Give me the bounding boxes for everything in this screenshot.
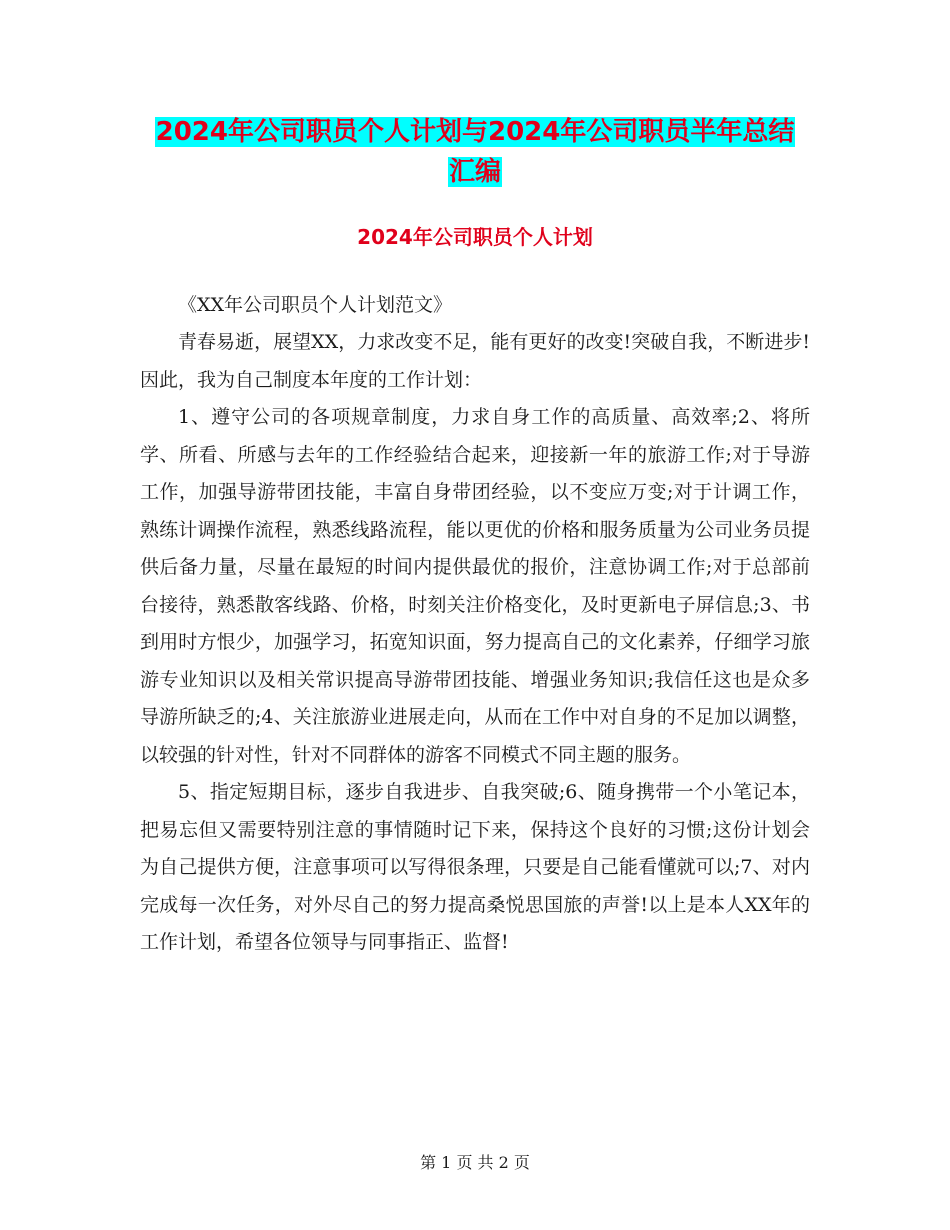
document-title-line-1: 2024年公司职员个人计划与2024年公司职员半年总结 [155, 117, 795, 147]
section-heading: 2024年公司职员个人计划 [357, 225, 593, 249]
paragraph: 《XX年公司职员个人计划范文》 [178, 294, 453, 316]
document-body [140, 288, 810, 962]
page-number-footer: 第 1 页 共 2 页 [420, 1153, 530, 1172]
paragraph: 青春易逝，展望XX，力求改变不足，能有更好的改变!突破自我，不断进步!因此，我为自己制度本年度的工作计划： [140, 331, 810, 391]
paragraph: 5、指定短期目标，逐步自我进步、自我突破;6、随身携带一个小笔记本，把易忘但又需要特别注意的事情随时记下来，保持这个良好的习惯;这份计划会为自己提供方便，注意事项可以写得很条理，只要是自己能看懂就可以;7、对内完成每一次任务，对外尽自己的努力提高桑悦思国旅的声誉!以上是本人XX年的工作计划，希望各位领导与同事指正、监督! [140, 781, 810, 953]
document-title-line-2: 汇编 [448, 157, 501, 187]
paragraph: 1、遵守公司的各项规章制度，力求自身工作的高质量、高效率;2、将所学、所看、所感与去年的工作经验结合起来，迎接新一年的旅游工作;对于导游工作，加强导游带团技能，丰富自身带团经验，以不变应万变;对于计调工作，熟练计调操作流程，熟悉线路流程，能以更优的价格和服务质量为公司业务员提供后备力量，尽量在最短的时间内提供最优的报价，注意协调工作;对于总部前台接待，熟悉散客线路、价格，时刻关注价格变化，及时更新电子屏信息;3、书到用时方恨少，加强学习，拓宽知识面，努力提高自己的文化素养，仔细学习旅游专业知识以及相关常识提高导游带团技能、增强业务知识;我信任这也是众多导游所缺乏的;4、关注旅游业进展走向，从而在工作中对自身的不足加以调整，以较强的针对性，针对不同群体的游客不同模式不同主题的服务。 [140, 406, 810, 766]
document-title [140, 112, 810, 192]
